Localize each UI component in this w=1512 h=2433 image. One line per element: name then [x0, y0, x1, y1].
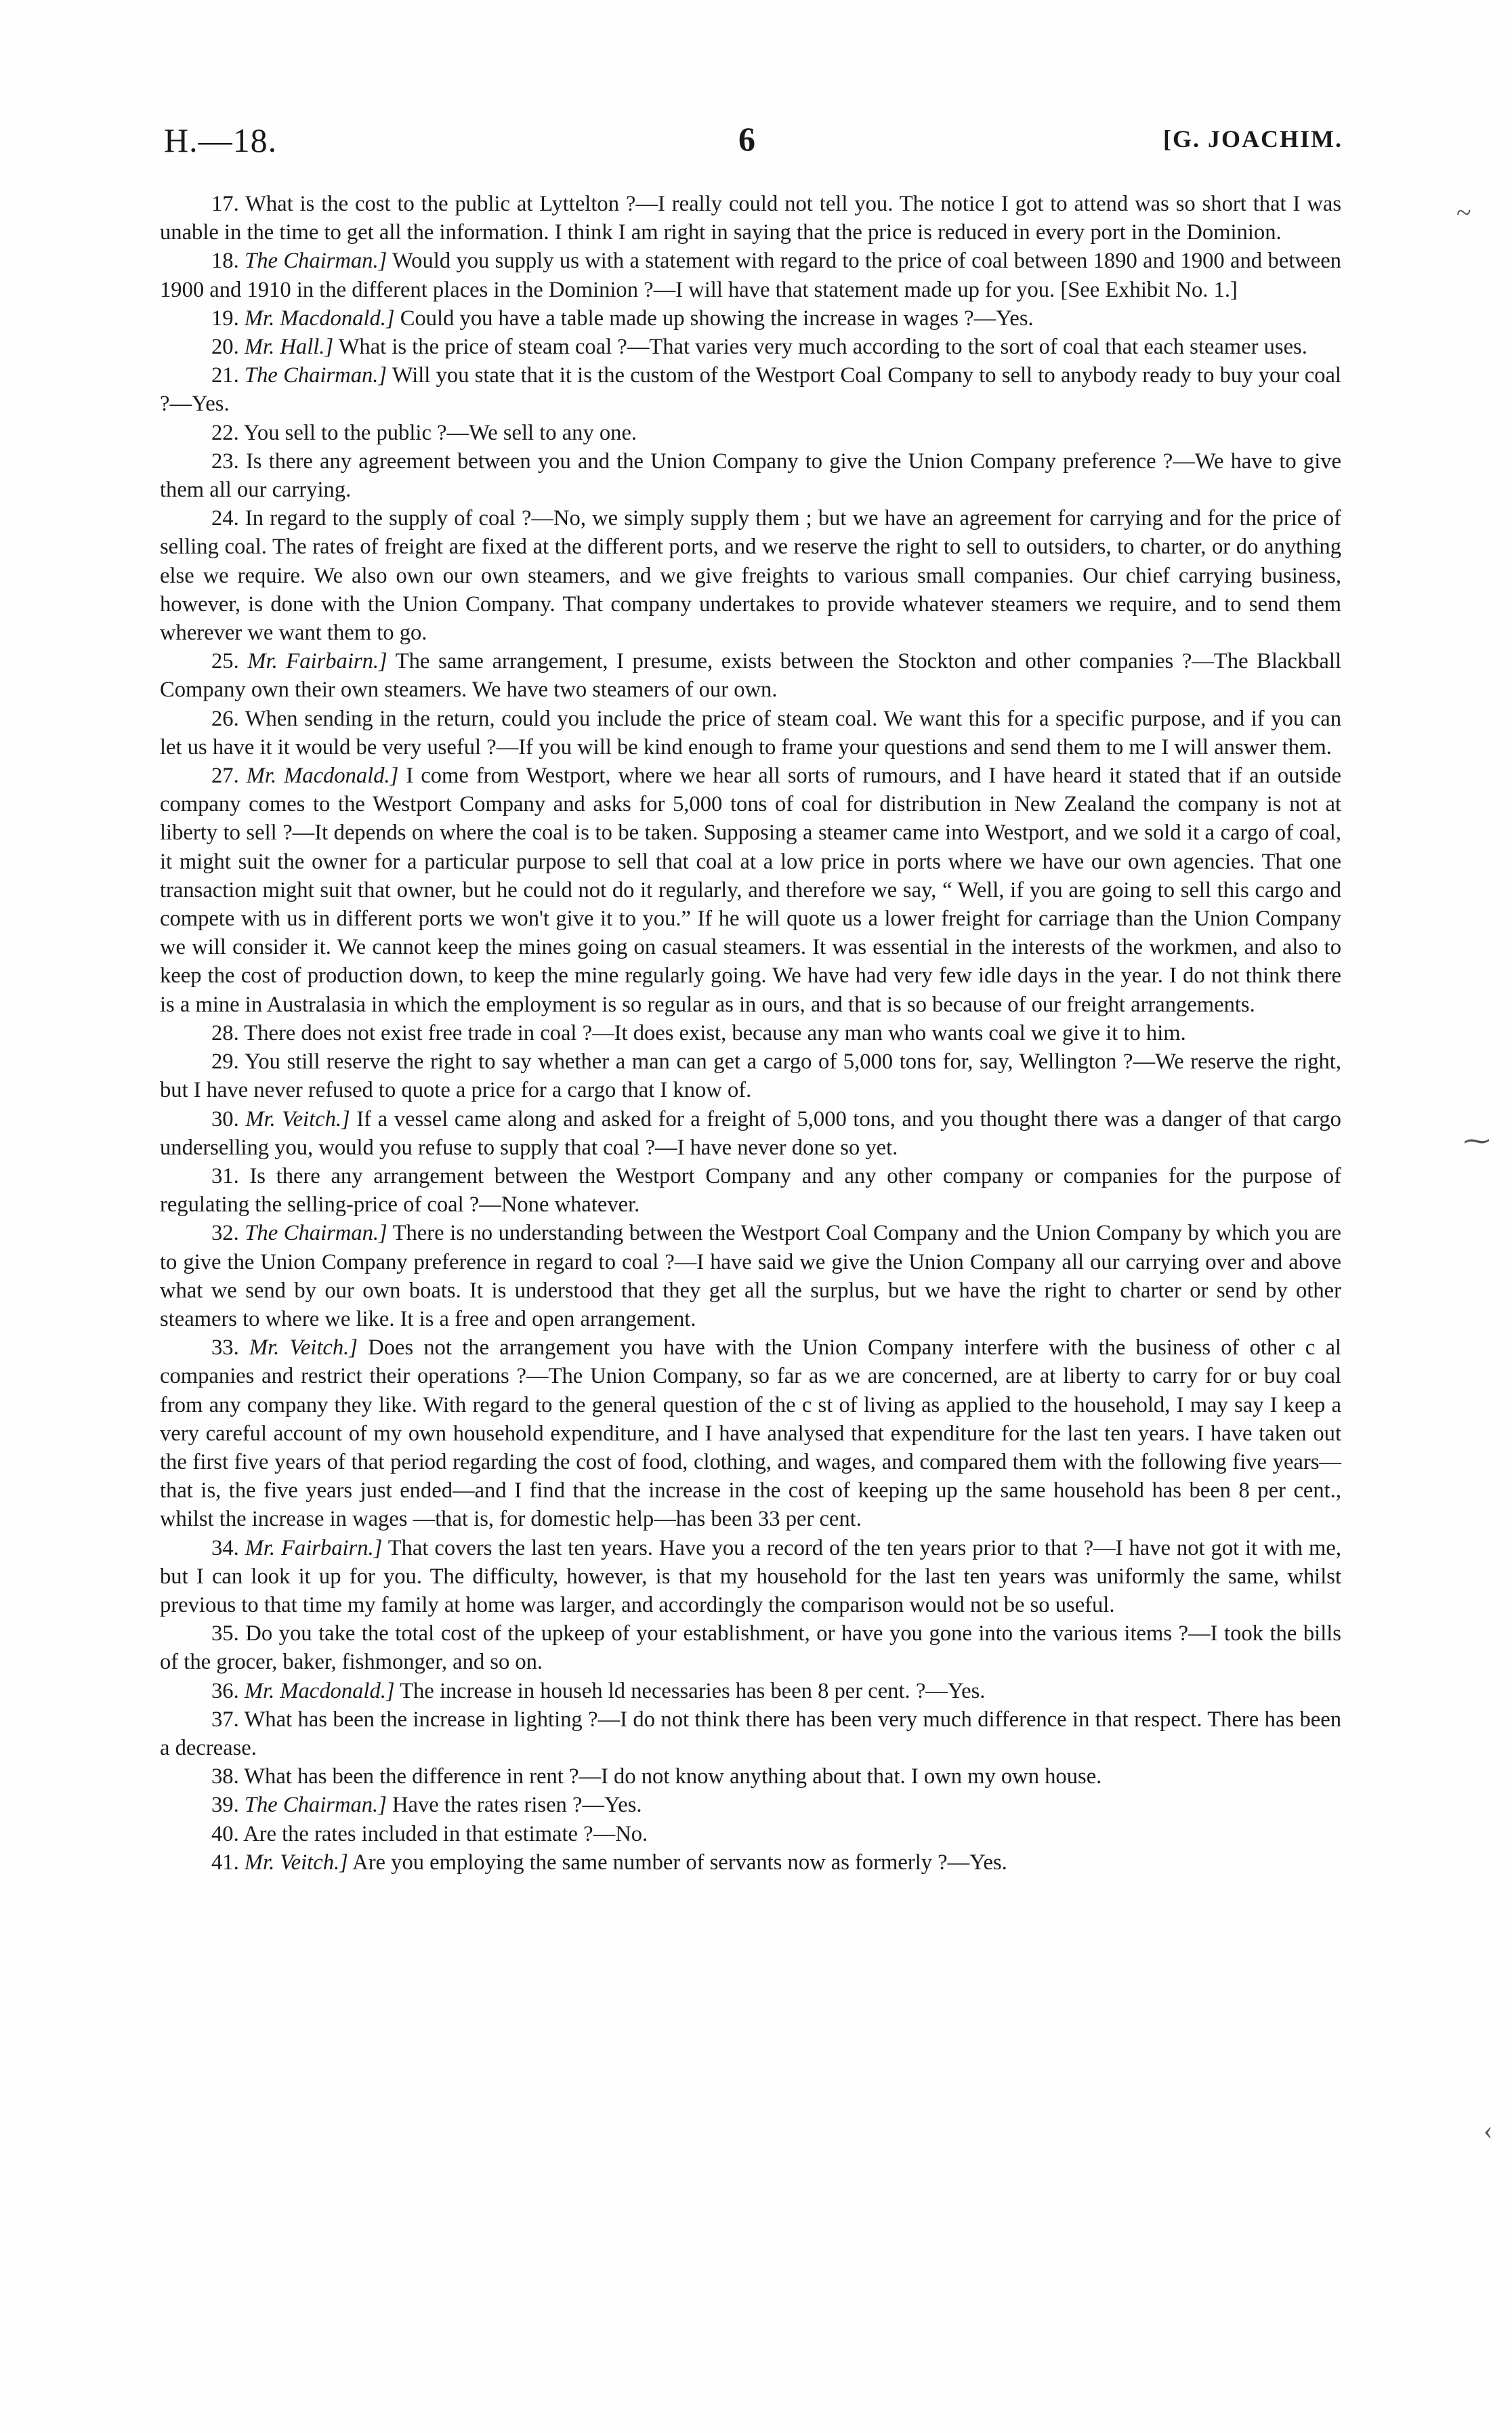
paragraph-text: Are the rates included in that estimate ?—No. [243, 1821, 648, 1846]
paragraph-text: Will you state that it is the custom of the Westport Coal Company to sell to anybody ready to buy your coal ?—Yes. [160, 363, 1341, 417]
paragraph-number: 39. [211, 1793, 239, 1818]
paragraph-text: In regard to the supply of coal ?—No, we simply supply them ; but we have an agreement for carrying and for the price of selling coal. The rates of freight are fixed at the different ports, and we reserve the right to sell to outsiders, to charter, or do anything else we require. We also own our own steamers, and we give freights to various small companies. Our chief carrying business, however, is done with the Union Company. That company undertakes to provide whatever steamers we require, and to send them wherever we want them to go. [160, 506, 1341, 646]
paragraph-text: Does not the arrangement you have with the Union Company interfere with the business of other c al companies and restrict their operations ?—The Union Company, so far as we are concerned, are at liberty to carry for or buy coal from any company they like. With regard to the general question of the c st of living as applied to the household, I may say I keep a very careful account of my own household expenditure, and I have analysed that expenditure for the last ten years. I have taken out the first five years of that period regarding the cost of food, clothing, and wages, and compared them with the following five years—that is, the five years just ended—and I find that the increase in the cost of keeping up the same household has been 8 per cent., whilst the increase in wages —that is, for domestic help—has been 33 per cent. [160, 1335, 1341, 1532]
paragraph-39 [160, 1791, 1341, 1819]
paragraph-text: Would you supply us with a statement with regard to the price of coal between 1890 and 1900 and between 1900 and 1910 in the different places in the Dominion ?—I will have that statement made up for you. [See Exhibit No. 1.] [160, 249, 1341, 302]
speaker: The Chairman.] [244, 1793, 387, 1818]
paragraph-text: When sending in the return, could you include the price of steam coal. We want this for a specific purpose, and if you can let us have it it would be very useful ?—If you will be kind enough to frame your questions and send them to me I will answer them. [160, 706, 1341, 760]
paragraph-number: 25. [211, 649, 239, 674]
paragraph-number: 28. [211, 1020, 239, 1045]
paragraph-text: The same arrangement, I presume, exists between the Stockton and other companies ?—The Blackball Company own their own steamers. We have two steamers of our own. [160, 649, 1341, 703]
paragraph-number: 19. [211, 306, 239, 331]
paragraph-number: 18. [211, 249, 239, 274]
paragraph-text: The increase in househ ld necessaries has been 8 per cent. ?—Yes. [400, 1678, 986, 1703]
paragraph-22 [160, 419, 1341, 447]
speaker: The Chairman.] [245, 363, 387, 388]
paragraph-34 [160, 1534, 1341, 1620]
paragraph-number: 23. [211, 449, 239, 474]
paragraph-number: 37. [211, 1707, 239, 1732]
paragraph-text: There does not exist free trade in coal ?—It does exist, because any man who wants coal we give it to him. [244, 1020, 1186, 1045]
paragraph-number: 31. [211, 1163, 239, 1188]
paragraph-text: I come from Westport, where we hear all sorts of rumours, and I have heard it stated that if an outside company comes to the Westport Company and asks for 5,000 tons of coal for distribution in New Zealand the company is not at liberty to sell ?—It depends on where the coal is to be taken. Supposing a steamer came into Westport, and we sold it a cargo of coal, it might suit the owner for a particular purpose to sell that coal at a low price in ports where we have our own agencies. That one transaction might suit that owner, but he could not do it regularly, and therefore we say, “ Well, if you are going to sell this cargo and compete with us in different ports we won't give it to you.” If he will quote us a lower freight for carriage than the Union Company we will consider it. We cannot keep the mines going on casual steamers. It was essential in the interests of the workmen, and also to keep the cost of production down, to keep the mine regularly going. We have had very few idle days in the year. I do not think there is a mine in Australasia in which the employment is so regular as in ours, and that is so because of our freight arrangements. [160, 764, 1341, 1017]
paragraph-17 [160, 190, 1341, 247]
paragraph-text: Could you have a table made up showing the increase in wages ?—Yes. [400, 306, 1034, 331]
paragraph-number: 30. [211, 1106, 239, 1131]
paragraph-number: 35. [211, 1621, 239, 1646]
paragraph-number: 33. [211, 1335, 239, 1360]
paragraph-text: That covers the last ten years. Have you a record of the ten years prior to that ?—I have not got it with me, but I can look it up for you. The difficulty, however, is that my household for the last ten years was uniformly the same, whilst previous to that time my family at home was larger, and accordingly the comparison would not be so useful. [160, 1535, 1341, 1617]
speaker: Mr. Veitch.] [249, 1335, 358, 1360]
speaker: Mr. Macdonald.] [244, 1678, 395, 1703]
document-body [160, 190, 1341, 1877]
paragraph-number: 17. [211, 192, 239, 216]
paragraph-number: 40. [211, 1821, 239, 1846]
paragraph-number: 27. [211, 764, 239, 789]
paragraph-19 [160, 304, 1341, 333]
paragraph-23 [160, 447, 1341, 504]
paragraph-text: Is there any arrangement between the Westport Company and any other company or companies for the purpose of regulating the selling-price of coal ?—None whatever. [160, 1163, 1341, 1218]
paragraph-number: 36. [211, 1678, 239, 1703]
speaker: Mr. Veitch.] [245, 1106, 350, 1131]
margin-mark-icon: ‹ [1484, 2115, 1493, 2145]
speaker: Mr. Fairbairn.] [245, 1535, 383, 1560]
paragraph-number: 29. [211, 1049, 239, 1075]
paragraph-text: You sell to the public ?—We sell to any one. [243, 420, 637, 445]
paragraph-number: 21. [211, 363, 239, 388]
paragraph-28 [160, 1019, 1341, 1047]
paragraph-31 [160, 1162, 1341, 1219]
speaker: The Chairman.] [245, 1221, 387, 1246]
paragraph-40 [160, 1820, 1341, 1848]
page-number: 6 [738, 120, 755, 158]
speaker: Mr. Veitch.] [244, 1850, 348, 1875]
speaker: Mr. Hall.] [244, 335, 334, 360]
paragraph-number: 22. [211, 420, 239, 445]
paragraph-41 [160, 1848, 1341, 1877]
paragraph-number: 26. [211, 706, 239, 731]
paragraph-text: What has been the difference in rent ?—I do not know anything about that. I own my own house. [244, 1764, 1102, 1789]
speaker: Mr. Fairbairn.] [247, 649, 387, 674]
paragraph-number: 34. [211, 1535, 239, 1560]
paragraph-text: What is the price of steam coal ?—That varies very much according to the sort of coal that each steamer uses. [338, 335, 1307, 360]
witness-name: [G. JOACHIM. [1163, 125, 1343, 152]
paragraph-number: 20. [211, 335, 239, 360]
paragraph-text: Are you employing the same number of servants now as formerly ?—Yes. [352, 1850, 1007, 1875]
paragraph-20 [160, 333, 1341, 361]
paragraph-number: 38. [211, 1764, 239, 1789]
margin-mark-icon: ⁓ [1463, 1125, 1490, 1156]
paragraph-text: You still reserve the right to say whether a man can get a cargo of 5,000 tons for, say, Wellington ?—We reserve the right, but I have never refused to quote a price for a cargo that I know of. [160, 1049, 1341, 1103]
paragraph-text: Have the rates risen ?—Yes. [392, 1793, 642, 1818]
paragraph-text: Do you take the total cost of the upkeep of your establishment, or have you gone into the various items ?—I took the bills of the grocer, baker, fishmonger, and so on. [160, 1621, 1341, 1675]
paragraph-25 [160, 647, 1341, 704]
paragraph-24 [160, 504, 1341, 647]
paragraph-30 [160, 1105, 1341, 1162]
speaker: Mr. Macdonald.] [246, 764, 399, 789]
document-code: H.—18. [164, 121, 278, 159]
paragraph-27 [160, 762, 1341, 1019]
margin-mark-icon: ~ [1456, 197, 1471, 228]
paragraph-26 [160, 705, 1341, 762]
paragraph-33 [160, 1333, 1341, 1533]
paragraph-number: 32. [211, 1221, 239, 1246]
paragraph-text: There is no understanding between the Westport Coal Company and the Union Company by which you are to give the Union Company preference in regard to coal ?—I have said we give the Union Company all our carrying over and above what we send by our own boats. It is understood that they get all the surplus, but we have the right to charter or send by other steamers to where we like. It is a free and open arrangement. [160, 1221, 1341, 1331]
paragraph-text: If a vessel came along and asked for a freight of 5,000 tons, and you thought there was a danger of that cargo underselling you, would you refuse to supply that coal ?—I have never done so yet. [160, 1106, 1341, 1160]
paragraph-21 [160, 361, 1341, 418]
paragraph-35 [160, 1619, 1341, 1676]
paragraph-text: What is the cost to the public at Lyttelton ?—I really could not tell you. The notice I got to attend was so short that I was unable in the time to get all the information. I think I am right in saying that the price is reduced in every port in the Dominion. [160, 192, 1341, 245]
speaker: Mr. Macdonald.] [244, 306, 395, 331]
paragraph-36 [160, 1677, 1341, 1705]
paragraph-text: Is there any agreement between you and the Union Company to give the Union Company preference ?—We have to give them all our carrying. [160, 449, 1341, 503]
speaker: The Chairman.] [245, 249, 387, 274]
paragraph-29 [160, 1047, 1341, 1104]
paragraph-number: 24. [211, 506, 239, 531]
paragraph-38 [160, 1762, 1341, 1791]
page-header [157, 121, 1343, 161]
paragraph-37 [160, 1705, 1341, 1762]
paragraph-32 [160, 1219, 1341, 1333]
paragraph-text: What has been the increase in lighting ?—I do not think there has been very much difference in that respect. There has been a decrease. [160, 1707, 1341, 1760]
paragraph-18 [160, 247, 1341, 304]
paragraph-number: 41. [211, 1850, 239, 1875]
